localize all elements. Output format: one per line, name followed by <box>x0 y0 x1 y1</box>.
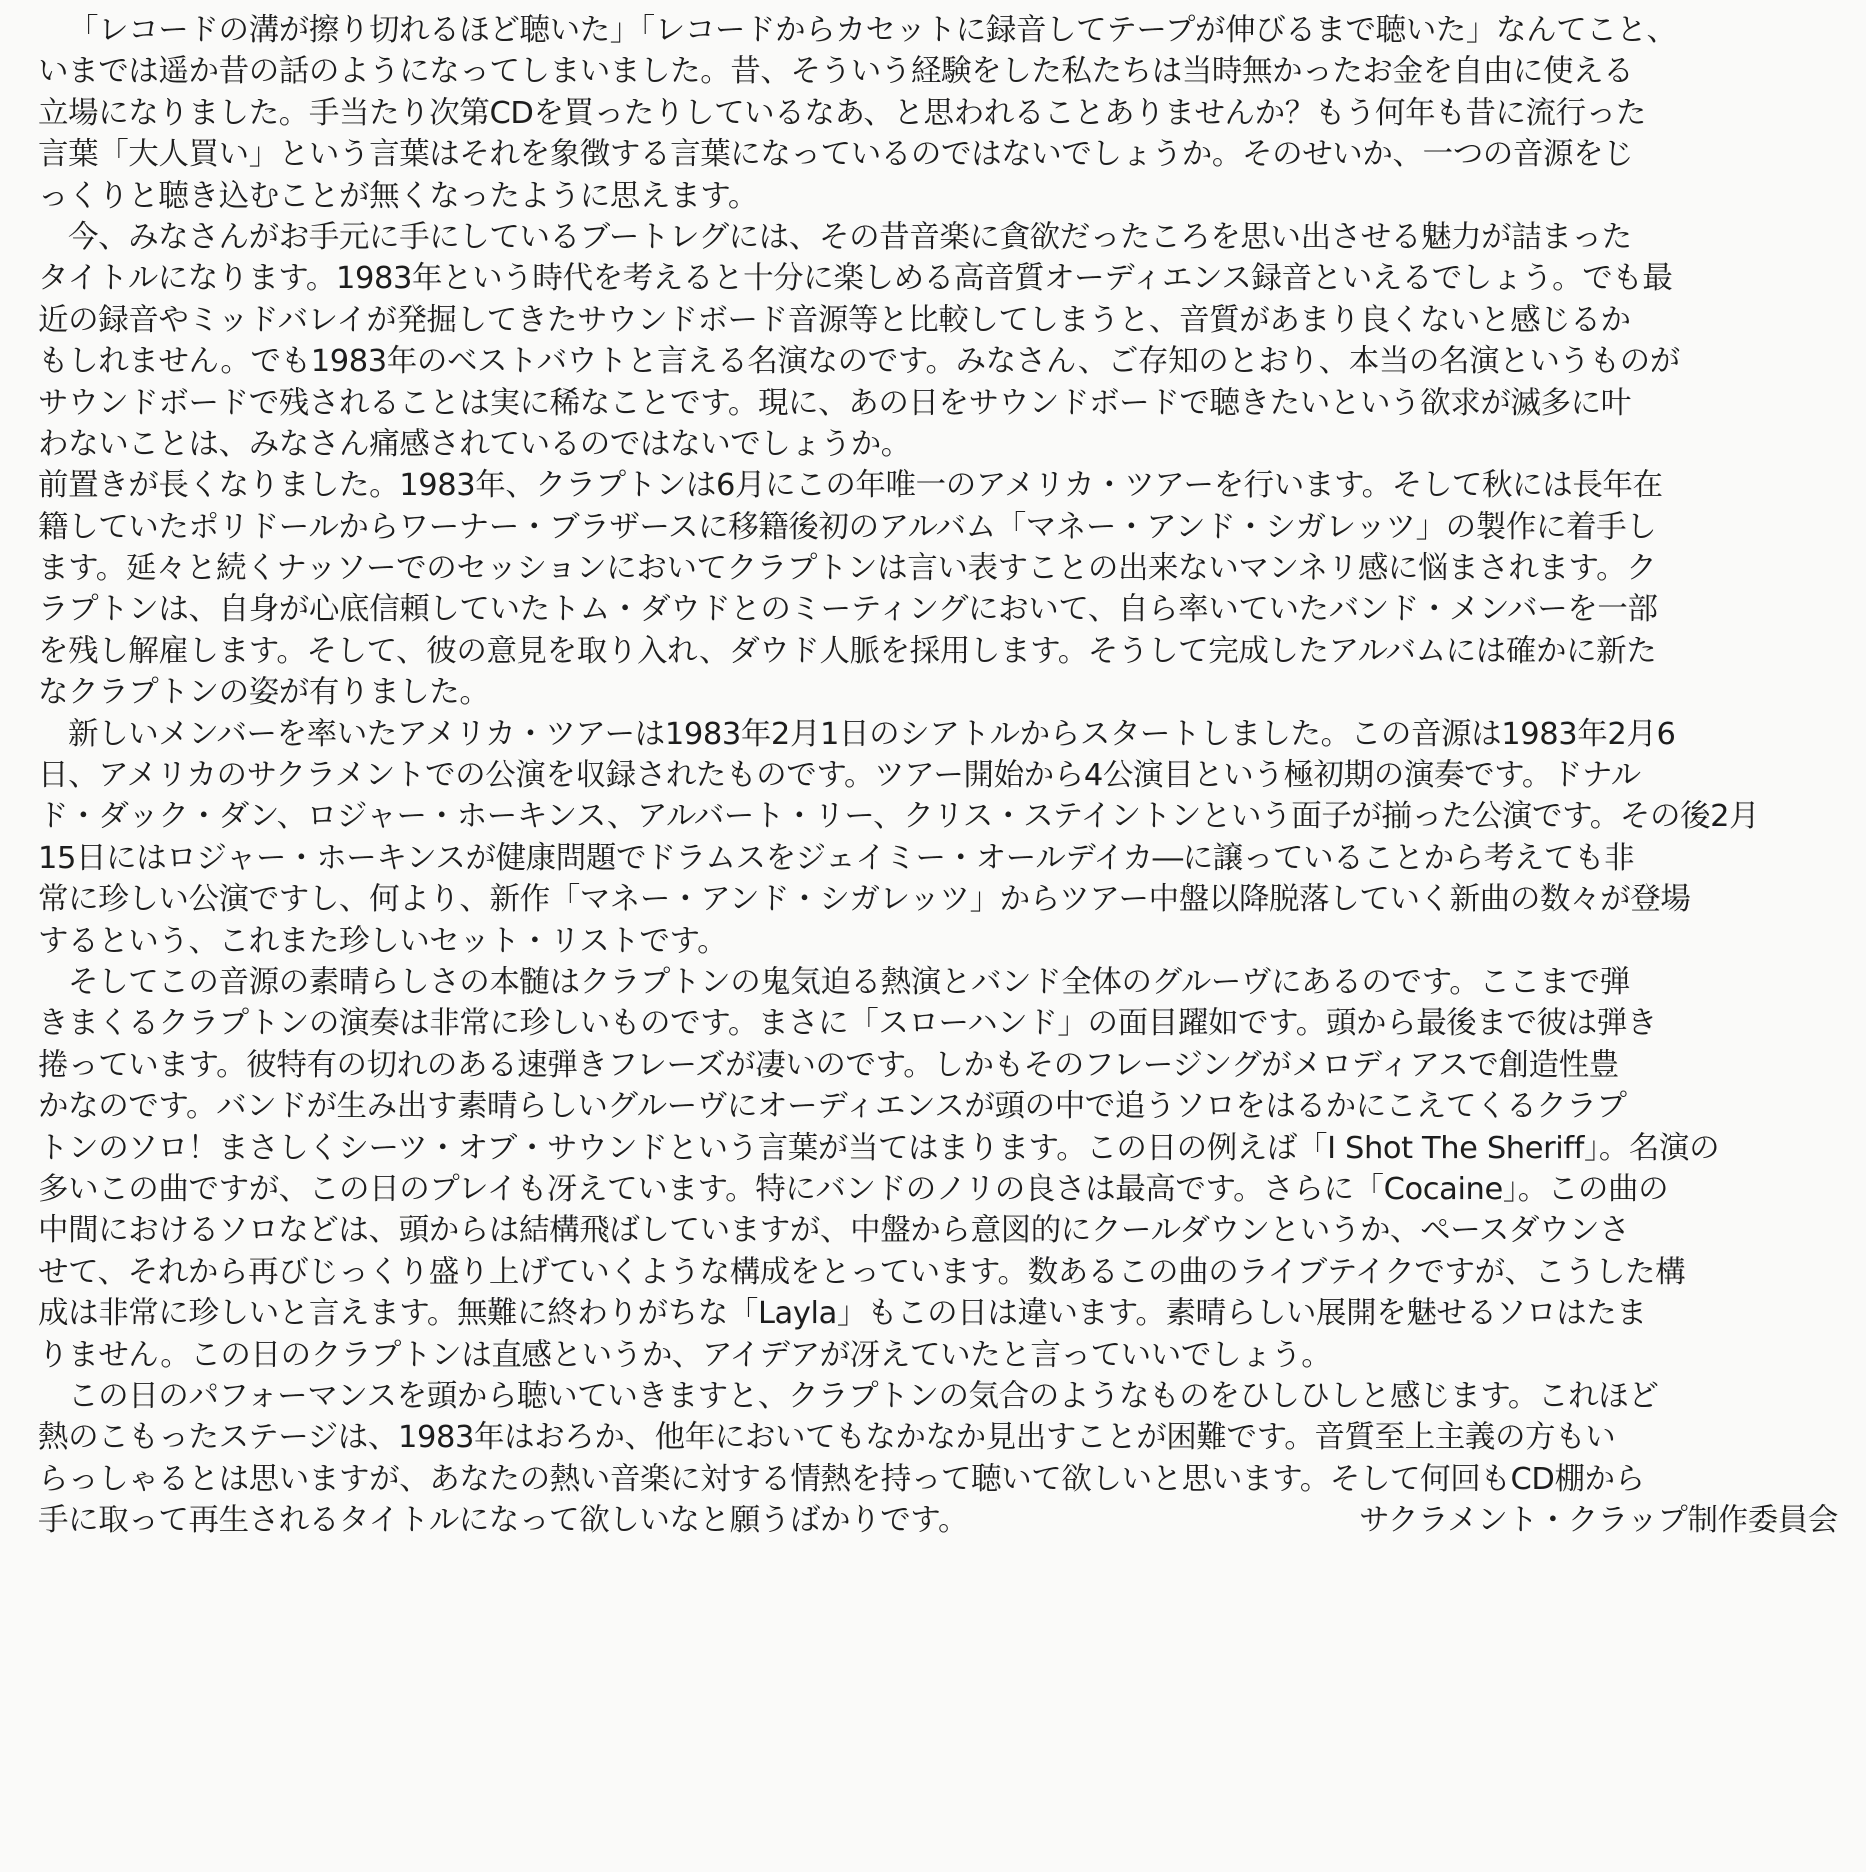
paragraph-line: 捲っています。彼特有の切れのある速弾きフレーズが凄いのです。しかもそのフレージングがメロディアスで創造性豊 <box>38 1047 1619 1083</box>
paragraph-line: 近の録音やミッドバレイが発掘してきたサウンドボード音源等と比較してしまうと、音質があまり良くないと感じるか <box>38 302 1631 338</box>
paragraph-line: そしてこの音源の素晴らしさの本髄はクラプトンの鬼気迫る熱演とバンド全体のグルーヴにあるのです。ここまで弾 <box>68 964 1630 1000</box>
paragraph-line: 「レコードの溝が擦り切れるほど聴いた」「レコードからカセットに録音してテープが伸びるまで聴いた」なんてこと、 <box>68 13 1677 48</box>
paragraph-line: ド・ダック・ダン、ロジャー・ホーキンス、アルバート・リー、クリス・ステイントンという面子が揃った公演です。その後2月 <box>38 799 1760 835</box>
paragraph-line: を残し解雇します。そして、彼の意見を取り入れ、ダウド人脈を採用します。そうして完成したアルバムには確かに新た <box>38 633 1657 669</box>
paragraph-line: いまでは遥か昔の話のようになってしまいました。昔、そういう経験をした私たちは当時無かったお金を自由に使える <box>38 54 1634 90</box>
paragraph-line: 多いこの曲ですが、この日のプレイも冴えています。特にバンドのノリの良さは最高です。さらに「Cocaine」。この曲の <box>38 1171 1669 1207</box>
paragraph-line: らっしゃるとは思いますが、あなたの熱い音楽に対する情熱を持って聴いて欲しいと思います。そして何回もCD棚から <box>38 1461 1645 1497</box>
paragraph-line: かなのです。バンドが生み出す素晴らしいグルーヴにオーディエンスが頭の中で追うソロをはるかにこえてくるクラプ <box>38 1089 1627 1125</box>
paragraph-line: するという、これまた珍しいセット・リストです。 <box>38 923 728 959</box>
paragraph-line: 籍していたポリドールからワーナー・ブラザースに移籍後初のアルバム「マネー・アンド・シガレッツ」の製作に着手し <box>38 509 1657 545</box>
paragraph-line: 前置きが長くなりました。1983年、クラプトンは6月にこの年唯一のアメリカ・ツアーを行います。そして秋には長年在 <box>38 468 1663 504</box>
paragraph-line: 立場になりました。手当たり次第CDを買ったりしているなあ、と思われることありませんか？もう何年も昔に流行った <box>38 95 1646 131</box>
paragraph-line: タイトルになります。1983年という時代を考えると十分に楽しめる高音質オーディエンス録音といえるでしょう。でも最 <box>38 261 1673 297</box>
paragraph-line: わないことは、みなさん痛感されているのではないでしょうか。 <box>38 426 911 462</box>
paragraph-line: ラプトンは、自身が心底信頼していたトム・ダウドとのミーティングにおいて、自ら率いていたバンド・メンバーを一部 <box>38 592 1658 628</box>
paragraph-line: せて、それから再びじっくり盛り上げていくような構成をとっています。数あるこの曲のライブテイクですが、こうした構 <box>38 1254 1686 1290</box>
paragraph-line: 熱のこもったステージは、1983年はおろか、他年においてもなかなか見出すことが困難です。音質至上主義の方もい <box>38 1420 1616 1456</box>
paragraph-line: 今、みなさんがお手元に手にしているブートレグには、その昔音楽に貪欲だったころを思い出させる魅力が詰まった <box>68 219 1632 255</box>
paragraph-line: ます。延々と続くナッソーでのセッションにおいてクラプトンは言い表すことの出来ないマンネリ感に悩まされます。ク <box>38 551 1657 587</box>
paragraph-line: 中間におけるソロなどは、頭からは結構飛ばしていますが、中盤から意図的にクールダウンというか、ペースダウンさ <box>38 1213 1630 1249</box>
paragraph-line: 手に取って再生されるタイトルになって欲しいなと願うばかりです。 <box>38 1503 969 1539</box>
paragraph-line: この日のパフォーマンスを頭から聴いていきますと、クラプトンの気合のようなものをひしひしと感じます。これほど <box>68 1378 1659 1414</box>
paragraph-line: トンのソロ！まさしくシーツ・オブ・サウンドという言葉が当てはまります。この日の例えば「I Shot The Sheriff」。名演の <box>38 1130 1720 1166</box>
signature: サクラメント・クラップ制作委員会 <box>1359 1503 1838 1539</box>
paragraph-line: っくりと聴き込むことが無くなったように思えます。 <box>38 178 758 214</box>
paragraph-line: 新しいメンバーを率いたアメリカ・ツアーは1983年2月1日のシアトルからスタートしました。この音源は1983年2月6 <box>68 716 1676 752</box>
paragraph-line: 15日にはロジャー・ホーキンスが健康問題でドラムスをジェイミー・オールデイカ―に譲っていることから考えても非 <box>38 840 1635 876</box>
closing-line <box>38 1500 1838 1541</box>
paragraph-line: 言葉「大人買い」という言葉はそれを象徴する言葉になっているのではないでしょうか。そのせいか、一つの音源をじ <box>38 137 1634 173</box>
paragraph-line: 成は非常に珍しいと言えます。無難に終わりがちな「Layla」もこの日は違います。素晴らしい展開を魅せるソロはたま <box>38 1296 1647 1332</box>
paragraph-line: りません。この日のクラプトンは直感というか、アイデアが冴えていたと言っていいでしょう。 <box>38 1337 1332 1373</box>
paragraph-line: もしれません。でも1983年のベストバウトと言える名演なのです。みなさん、ご存知のとおり、本当の名演というものが <box>38 344 1680 380</box>
liner-notes-text <box>38 10 1838 1541</box>
paragraph-line: きまくるクラプトンの演奏は非常に珍しいものです。まさに「スローハンド」の面目躍如です。頭から最後まで彼は弾き <box>38 1006 1657 1042</box>
paragraph-line: サウンドボードで残されることは実に稀なことです。現に、あの日をサウンドボードで聴きたいという欲求が滅多に叶 <box>38 385 1631 421</box>
paragraph-line: 日、アメリカのサクラメントでの公演を収録されたものです。ツアー開始から4公演目という極初期の演奏です。ドナル <box>38 758 1641 794</box>
paragraph-line: 常に珍しい公演ですし、何より、新作「マネー・アンド・シガレッツ」からツアー中盤以降脱落していく新曲の数々が登場 <box>38 882 1691 918</box>
paragraph-line: なクラプトンの姿が有りました。 <box>38 675 490 711</box>
